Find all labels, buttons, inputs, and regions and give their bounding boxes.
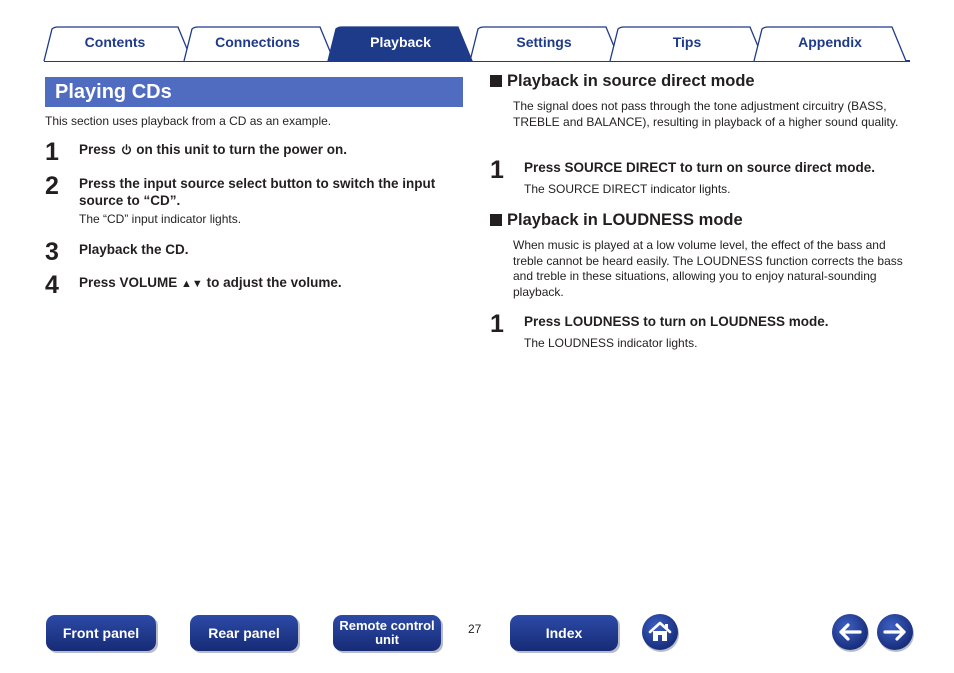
remote-control-unit-button[interactable] — [333, 615, 441, 651]
tab-contents[interactable]: Contents — [84, 34, 146, 50]
step-number: 3 — [45, 238, 59, 266]
forward-button[interactable] — [877, 614, 913, 650]
step-note: The SOURCE DIRECT indicator lights. — [524, 182, 731, 196]
home-button[interactable] — [642, 614, 678, 650]
section-heading-source-direct — [490, 71, 755, 91]
step-number: 1 — [45, 138, 59, 166]
step-number: 1 — [490, 310, 504, 338]
step-number: 4 — [45, 271, 59, 299]
step-text: Press SOURCE DIRECT to turn on source direct mode. — [524, 160, 876, 175]
square-bullet-icon — [490, 75, 502, 87]
tab-settings[interactable]: Settings — [516, 34, 572, 50]
tab-shapes — [0, 0, 954, 64]
home-icon — [642, 614, 678, 650]
page-title: Playing CDs — [45, 77, 463, 107]
page-number: 27 — [468, 622, 482, 636]
step-note: The LOUDNESS indicator lights. — [524, 336, 698, 350]
button-label-line2: unit — [375, 632, 399, 647]
button-label-line1: Remote control — [339, 618, 435, 633]
heading-text: Playback in LOUDNESS mode — [507, 211, 743, 229]
intro-text: This section uses playback from a CD as an example. — [45, 114, 332, 128]
button-label: Front panel — [62, 625, 140, 641]
step-number: 2 — [45, 172, 59, 200]
step-text-part: on this unit to turn the power on. — [132, 142, 348, 157]
arrow-right-icon — [877, 614, 913, 650]
front-panel-button[interactable] — [46, 615, 156, 651]
index-button[interactable] — [510, 615, 618, 651]
button-label: Rear panel — [208, 625, 280, 641]
step-text: Press LOUDNESS to turn on LOUDNESS mode. — [524, 314, 829, 329]
arrow-left-icon — [832, 614, 868, 650]
section-heading-loudness — [490, 210, 743, 230]
step-text: Playback the CD. — [79, 242, 189, 257]
paragraph: The signal does not pass through the tone adjustment circuitry (BASS, TREBLE and BALANCE), resulting in playback of a higher sound quality. — [513, 99, 899, 129]
step-text-part: to adjust the volume. — [202, 275, 342, 290]
power-icon — [121, 144, 132, 155]
tab-bar — [0, 0, 954, 64]
step-number: 1 — [490, 156, 504, 184]
step-text: Press the input source select button to switch the input source to “CD”. — [79, 176, 436, 208]
heading-text: Playback in source direct mode — [507, 72, 755, 90]
tab-connections[interactable]: Connections — [215, 34, 300, 50]
step-text-part: Press VOLUME — [79, 275, 182, 290]
paragraph: When music is played at a low volume level, the effect of the bass and treble cannot be heard easily. The LOUDNESS function corrects the bass and treble in these situations, allowing you to enjoy natural-sounding playback. — [513, 238, 903, 299]
rear-panel-button[interactable] — [190, 615, 298, 651]
tab-tips[interactable]: Tips — [672, 34, 702, 50]
step-text-part: Press — [79, 142, 120, 157]
step-text — [79, 274, 463, 293]
step-note: The “CD” input indicator lights. — [79, 212, 242, 226]
button-label: Index — [545, 625, 583, 641]
square-bullet-icon — [490, 214, 502, 226]
tab-playback[interactable]: Playback — [370, 34, 431, 50]
step-text — [79, 141, 463, 158]
tab-appendix[interactable]: Appendix — [798, 34, 862, 50]
back-button[interactable] — [832, 614, 868, 650]
up-down-triangle-icon: ▲▼ — [181, 278, 203, 290]
